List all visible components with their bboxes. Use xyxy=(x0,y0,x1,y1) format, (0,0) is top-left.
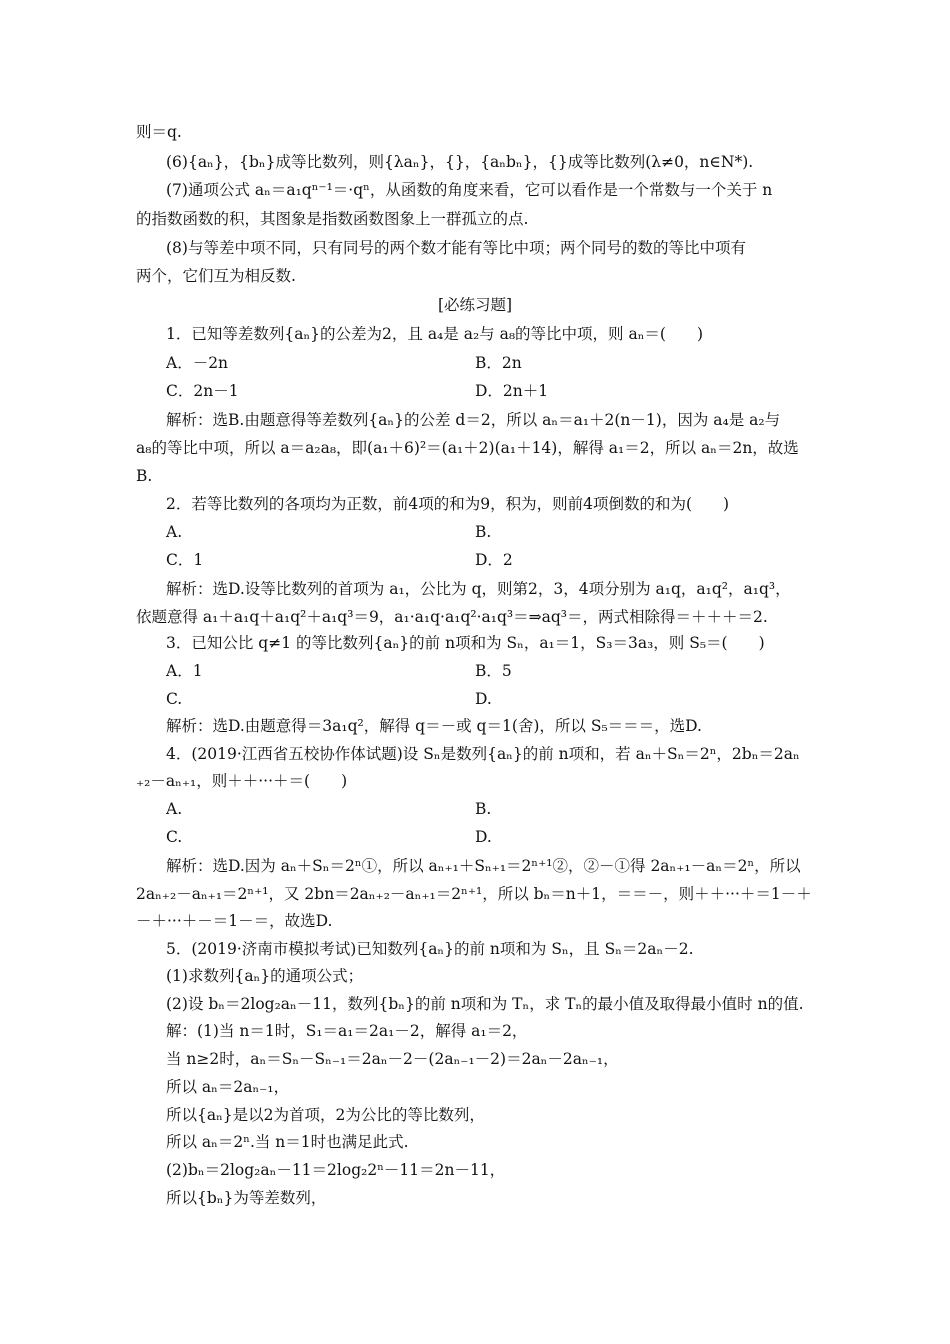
question-5-stem: 5．(2019·济南市模拟考试)已知数列{aₙ}的前 n项和为 Sₙ，且 Sₙ＝2aₙ－2. xyxy=(166,940,694,958)
option-d: D．2 xyxy=(475,551,513,569)
solution-line: 解析：选D.由题意得＝3a₁q²，解得 q＝－或 q＝1(舍)，所以 S₅＝＝＝，选D. xyxy=(166,717,702,735)
solution-line: －＋···＋－＝1－＝，故选D. xyxy=(136,912,333,930)
option-c: C．1 xyxy=(166,551,204,569)
solution-line: 当 n≥2时，aₙ＝Sₙ－Sₙ₋₁＝2aₙ－2－(2aₙ₋₁－2)＝2aₙ－2aₙ₋₁， xyxy=(166,1050,619,1068)
option-a: A．1 xyxy=(166,662,203,680)
question-2-stem: 2．若等比数列的各项均为正数，前4项的和为9，积为，则前4项倒数的和为( ) xyxy=(166,495,730,513)
intro-line: 两个，它们互为相反数. xyxy=(136,267,296,285)
question-part: (2)设 bₙ＝2log₂aₙ－11，数列{bₙ}的前 n项和为 Tₙ，求 Tₙ的最小值及取得最小值时 n的值. xyxy=(166,995,804,1013)
option-b: B．2n xyxy=(475,354,522,372)
question-1-stem: 1．已知等差数列{aₙ}的公差为2，且 a₄是 a₂与 a₈的等比中项，则 aₙ＝( ) xyxy=(166,325,704,343)
solution-line: 所以{aₙ}是以2为首项，2为公比的等比数列， xyxy=(166,1106,485,1124)
solution-line: 2aₙ₊₂－aₙ₊₁＝2ⁿ⁺¹，又 2bn＝2aₙ₊₂－aₙ₊₁＝2ⁿ⁺¹，所以 bₙ＝n＋1，＝＝－，则＋＋···＋＝1－＋ xyxy=(136,885,812,903)
solution-line: a₈的等比中项，所以 a＝a₂a₈，即(a₁＋6)²＝(a₁＋2)(a₁＋14)，解得 a₁＝2，所以 aₙ＝2n，故选 xyxy=(136,439,799,457)
option-a: A. xyxy=(166,523,183,541)
intro-line: 的指数函数的积，其图象是指数函数图象上一群孤立的点. xyxy=(136,210,529,228)
solution-line: 所以{bₙ}为等差数列， xyxy=(166,1189,327,1207)
solution-line: 依题意得 a₁＋a₁q＋a₁q²＋a₁q³＝9，a₁·a₁q·a₁q²·a₁q³＝⇒aq³＝，两式相除得＝＋＋＋＝2. xyxy=(136,608,768,626)
solution-line: 解析：选D.因为 aₙ＋Sₙ＝2ⁿ①，所以 aₙ₊₁＋Sₙ₊₁＝2ⁿ⁺¹②，②－①得 2aₙ₊₁－aₙ＝2ⁿ，所以 xyxy=(166,857,801,875)
option-c: C．2n－1 xyxy=(166,382,239,400)
solution-line: (2)bₙ＝2log₂aₙ－11＝2log₂2ⁿ－11＝2n－11， xyxy=(166,1161,506,1179)
option-a: A．－2n xyxy=(166,354,229,372)
section-title: [必练习题] xyxy=(437,296,513,314)
option-b: B．5 xyxy=(475,662,512,680)
intro-line: (7)通项公式 aₙ＝a₁qⁿ⁻¹＝·qⁿ，从函数的角度来看，它可以看作是一个常数与一个关于 n xyxy=(166,181,773,199)
intro-line: (6){aₙ}，{bₙ}成等比数列，则{λaₙ}，{}，{aₙbₙ}，{}成等比数列(λ≠0，n∈N*). xyxy=(166,153,754,171)
option-d: D. xyxy=(475,828,492,846)
solution-line: 解析：选D.设等比数列的首项为 a₁，公比为 q，则第2，3，4项分别为 a₁q，a₁q²，a₁q³， xyxy=(166,580,791,598)
option-c: C. xyxy=(166,828,183,846)
option-d: D．2n＋1 xyxy=(475,382,549,400)
intro-line: 则＝q. xyxy=(136,123,182,141)
solution-line: 解析：选B.由题意得等差数列{aₙ}的公差 d＝2，所以 aₙ＝a₁＋2(n－1)，因为 a₄是 a₂与 xyxy=(166,411,781,429)
solution-line: 解：(1)当 n＝1时，S₁＝a₁＝2a₁－2，解得 a₁＝2， xyxy=(166,1022,528,1040)
option-d: D. xyxy=(475,690,492,708)
option-b: B. xyxy=(475,800,492,818)
intro-line: (8)与等差中项不同，只有同号的两个数才能有等比中项；两个同号的数的等比中项有 xyxy=(166,239,746,257)
question-part: (1)求数列{aₙ}的通项公式； xyxy=(166,967,364,985)
question-3-stem: 3．已知公比 q≠1 的等比数列{aₙ}的前 n项和为 Sₙ，a₁＝1，S₃＝3a₃，则 S₅＝( ) xyxy=(166,634,765,652)
solution-line: B. xyxy=(136,467,153,485)
solution-line: 所以 aₙ＝2aₙ₋₁， xyxy=(166,1078,290,1096)
option-a: A. xyxy=(166,800,183,818)
option-c: C. xyxy=(166,690,183,708)
question-4-stem: ₊₂－aₙ₊₁，则＋＋···＋＝( ) xyxy=(136,772,348,790)
question-4-stem: 4．(2019·江西省五校协作体试题)设 Sₙ是数列{aₙ}的前 n项和，若 aₙ＋Sₙ＝2ⁿ，2bₙ＝2aₙ xyxy=(166,745,800,763)
option-b: B. xyxy=(475,523,492,541)
solution-line: 所以 aₙ＝2ⁿ.当 n＝1时也满足此式. xyxy=(166,1133,409,1151)
